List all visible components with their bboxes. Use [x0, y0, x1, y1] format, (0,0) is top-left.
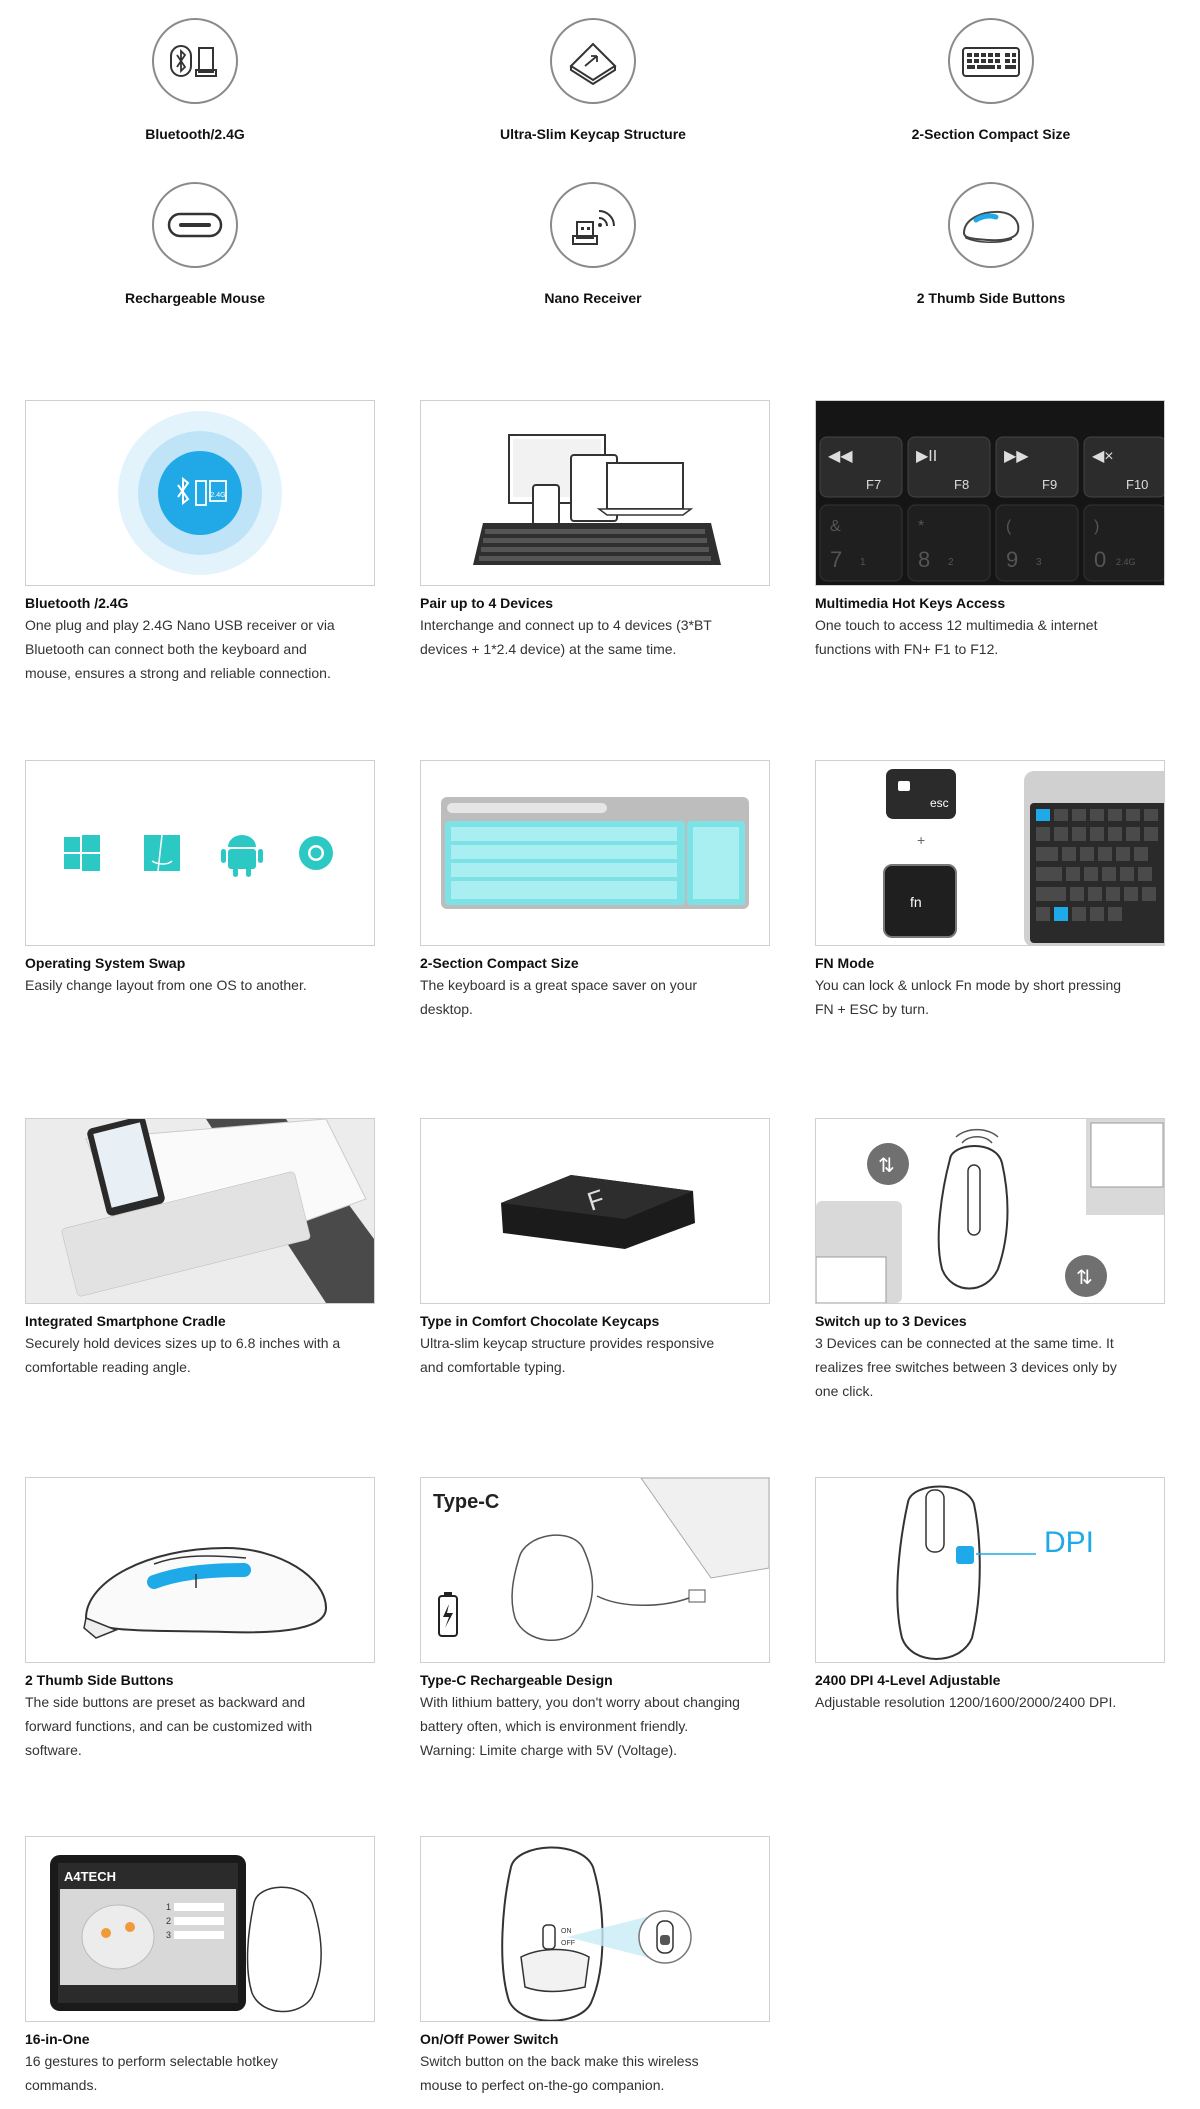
- feature-bluetooth-2-4g: [75, 18, 315, 142]
- card-description: Easily change layout from one OS to another.: [25, 977, 307, 993]
- card-title: Type-C Rechargeable Design: [420, 1672, 613, 1688]
- card-on-off-switch: [420, 1836, 770, 2097]
- on-label: ON: [561, 1928, 572, 1935]
- nano-receiver-icon: [550, 182, 636, 268]
- card-smartphone-cradle: [25, 1118, 375, 1379]
- feature-label: 2-Section Compact Size: [911, 126, 1071, 142]
- svg-text:⇅: ⇅: [1076, 1267, 1093, 1289]
- card-title: On/Off Power Switch: [420, 2031, 559, 2047]
- bluetooth-usb-icon: [152, 18, 238, 104]
- card-description: One touch to access 12 multimedia & internet functions with FN+ F1 to F12.: [815, 617, 1098, 657]
- keyboard-icon: [948, 18, 1034, 104]
- feature-label: Rechargeable Mouse: [124, 290, 266, 306]
- key-f9: F9: [1042, 477, 1058, 492]
- card-16-in-one: [25, 1836, 375, 2097]
- card-thumb-side-buttons: [25, 1477, 375, 1762]
- svg-text:(: (: [1006, 518, 1012, 535]
- card-title: Pair up to 4 Devices: [420, 595, 554, 611]
- mouse-side-buttons-icon: [948, 182, 1034, 268]
- card-image: [815, 1118, 1165, 1304]
- card-description: 3 Devices can be connected at the same time. It realizes free switches between 3 devices only by one click.: [815, 1335, 1117, 1399]
- card-description: The side buttons are preset as backward and forward functions, and can be customized with software.: [25, 1694, 313, 1758]
- plus-sign: +: [917, 832, 926, 848]
- feature-label: Nano Receiver: [544, 290, 642, 306]
- card-image: [420, 1477, 770, 1663]
- card-image: [25, 400, 375, 586]
- card-title: 2400 DPI 4-Level Adjustable: [815, 1672, 1001, 1688]
- card-image: [25, 1118, 375, 1304]
- card-image: [815, 760, 1165, 946]
- esc-key-label: esc: [930, 796, 949, 810]
- svg-text:&: &: [830, 518, 841, 535]
- key-f8: F8: [954, 477, 970, 492]
- card-pair-4-devices: [420, 400, 770, 661]
- svg-text:7: 7: [830, 547, 843, 572]
- svg-text:▶II: ▶II: [916, 448, 938, 465]
- badge-2-4g-text: 2.4G: [210, 492, 226, 499]
- card-description: Interchange and connect up to 4 devices (3*BT devices + 1*2.4 device) at the same time.: [420, 617, 712, 657]
- card-image: [815, 400, 1165, 586]
- chrome-icon: [299, 836, 333, 870]
- type-c-port-icon: [152, 182, 238, 268]
- svg-text:8: 8: [918, 547, 931, 572]
- card-2-section-compact: [420, 760, 770, 1021]
- card-title: 16-in-One: [25, 2031, 90, 2047]
- card-image: [420, 1836, 770, 2022]
- feature-label: Bluetooth/2.4G: [145, 126, 245, 142]
- card-description: Securely hold devices sizes up to 6.8 inches with a comfortable reading angle.: [25, 1335, 341, 1375]
- card-image: [25, 760, 375, 946]
- svg-text:*: *: [918, 518, 925, 535]
- finder-icon: [144, 835, 180, 871]
- svg-text:): ): [1094, 518, 1100, 535]
- feature-ultra-slim-keycap: [473, 18, 713, 142]
- type-c-label: Type-C: [433, 1491, 500, 1513]
- card-title: Integrated Smartphone Cradle: [25, 1313, 226, 1329]
- svg-text:◀×: ◀×: [1092, 448, 1114, 465]
- card-title: Switch up to 3 Devices: [815, 1313, 967, 1329]
- card-description: Switch button on the back make this wireless mouse to perfect on-the-go companion.: [420, 2053, 699, 2093]
- svg-text:1: 1: [860, 557, 866, 568]
- card-description: The keyboard is a great space saver on your desktop.: [420, 977, 698, 1017]
- windows-icon: [64, 835, 100, 871]
- fn-key-label: fn: [910, 894, 922, 910]
- card-title: 2 Thumb Side Buttons: [25, 1672, 174, 1688]
- card-image: [420, 1118, 770, 1304]
- feature-label: 2 Thumb Side Buttons: [916, 290, 1066, 306]
- svg-text:3: 3: [166, 1930, 172, 1940]
- svg-text:⇅: ⇅: [878, 1155, 895, 1177]
- card-fn-mode: [815, 760, 1165, 1021]
- card-image: [420, 400, 770, 586]
- card-title: Type in Comfort Chocolate Keycaps: [420, 1313, 660, 1329]
- svg-text:2: 2: [948, 557, 954, 568]
- card-title: Multimedia Hot Keys Access: [815, 595, 1006, 611]
- svg-text:2: 2: [166, 1916, 172, 1926]
- card-multimedia-hot-keys: [815, 400, 1165, 661]
- off-label: OFF: [561, 1940, 575, 1947]
- dpi-label: DPI: [1044, 1526, 1095, 1559]
- key-f7: F7: [866, 477, 882, 492]
- keycap-icon: [550, 18, 636, 104]
- card-image: [815, 1477, 1165, 1663]
- svg-text:▶▶: ▶▶: [1004, 448, 1029, 465]
- card-image: [25, 1477, 375, 1663]
- card-description: With lithium battery, you don't worry about changing battery often, which is environment friendly. Warning: Limite charge with 5V (Voltage).: [420, 1694, 740, 1758]
- feature-thumb-side-buttons: [871, 182, 1111, 306]
- card-description: Adjustable resolution 1200/1600/2000/2400 DPI.: [815, 1694, 1117, 1710]
- card-dpi-adjustable: [815, 1477, 1165, 1714]
- card-os-swap: [25, 760, 375, 997]
- feature-nano-receiver: [473, 182, 713, 306]
- android-icon: [221, 835, 263, 877]
- card-description: You can lock & unlock Fn mode by short pressing FN + ESC by turn.: [815, 977, 1122, 1017]
- card-switch-3-devices: [815, 1118, 1165, 1403]
- svg-text:◀◀: ◀◀: [828, 448, 853, 465]
- card-image: [420, 760, 770, 946]
- svg-text:9: 9: [1006, 547, 1019, 572]
- card-description: One plug and play 2.4G Nano USB receiver or via Bluetooth can connect both the keyboard and mouse, ensures a strong and reliable connection.: [25, 617, 335, 681]
- a4tech-logo-text: A4TECH: [64, 1869, 117, 1884]
- feature-2-section-compact: [871, 18, 1111, 142]
- key-f10: F10: [1126, 477, 1149, 492]
- svg-text:2.4G: 2.4G: [1116, 557, 1136, 567]
- card-title: Operating System Swap: [25, 955, 186, 971]
- card-title: Bluetooth /2.4G: [25, 595, 129, 611]
- card-title: FN Mode: [815, 955, 875, 971]
- keycap-letter: F: [583, 1183, 608, 1217]
- feature-label: Ultra-Slim Keycap Structure: [500, 126, 686, 142]
- card-bluetooth-2-4g: [25, 400, 375, 685]
- svg-text:3: 3: [1036, 557, 1042, 568]
- card-title: 2-Section Compact Size: [420, 955, 579, 971]
- card-image: [25, 1836, 375, 2022]
- card-description: Ultra-slim keycap structure provides responsive and comfortable typing.: [420, 1335, 715, 1375]
- svg-text:1: 1: [166, 1902, 172, 1912]
- card-chocolate-keycaps: [420, 1118, 770, 1379]
- card-type-c-rechargeable: [420, 1477, 770, 1762]
- feature-rechargeable-mouse: [75, 182, 315, 306]
- svg-text:0: 0: [1094, 547, 1107, 572]
- card-description: 16 gestures to perform selectable hotkey commands.: [25, 2053, 278, 2093]
